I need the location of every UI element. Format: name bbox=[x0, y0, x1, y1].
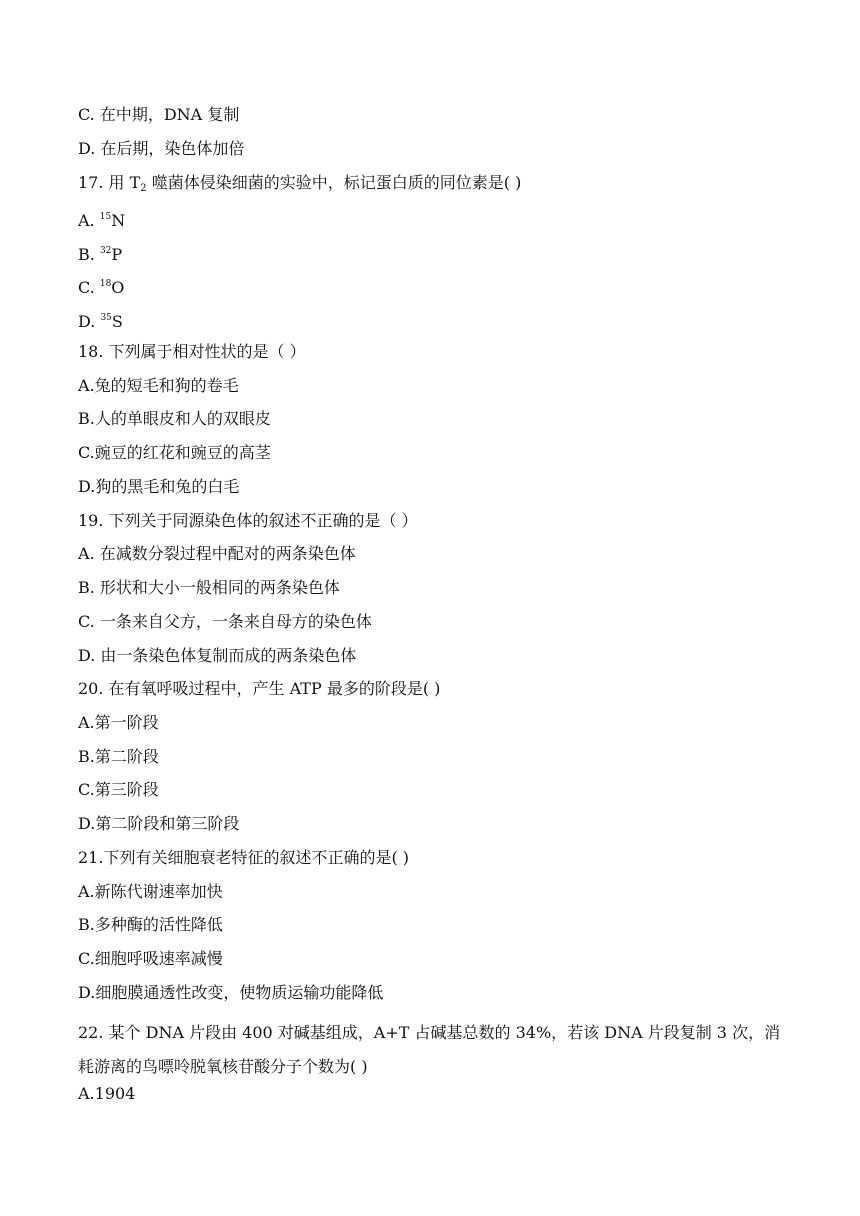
question-17 bbox=[78, 172, 782, 200]
q20-option-c-text: C.第三阶段 bbox=[78, 780, 159, 799]
q18-option-c-text: C.豌豆的红花和豌豆的高茎 bbox=[78, 443, 271, 462]
q18-option-b bbox=[78, 408, 782, 430]
q19-option-a-text: A. 在减数分裂过程中配对的两条染色体 bbox=[78, 544, 356, 563]
question-22 bbox=[78, 1016, 782, 1084]
q17-option-a bbox=[78, 206, 782, 232]
q19-option-a bbox=[78, 543, 782, 565]
q19-option-c-text: C. 一条来自父方，一条来自母方的染色体 bbox=[78, 612, 372, 631]
question-17-rest: 噬菌体侵染细菌的实验中，标记蛋白质的同位素是( ) bbox=[146, 173, 522, 192]
q19-option-b bbox=[78, 577, 782, 599]
q19-option-d-text: D. 由一条染色体复制而成的两条染色体 bbox=[78, 646, 357, 665]
q16-option-c bbox=[78, 104, 782, 126]
q22-option-a-text: A.1904 bbox=[78, 1084, 136, 1103]
q20-option-a bbox=[78, 712, 782, 734]
q21-option-c bbox=[78, 948, 782, 970]
q17-option-a-element: N bbox=[111, 211, 126, 230]
question-20 bbox=[78, 678, 782, 700]
q16-option-d-text: D. 在后期，染色体加倍 bbox=[78, 139, 245, 158]
q22-option-a bbox=[78, 1083, 782, 1105]
question-19-text: 19. 下列关于同源染色体的叙述不正确的是（ ） bbox=[78, 511, 418, 530]
q18-option-a bbox=[78, 375, 782, 397]
q17-option-b-prefix: B. bbox=[78, 245, 100, 264]
q17-option-d-element: S bbox=[111, 312, 123, 331]
question-21-text: 21.下列有关细胞衰老特征的叙述不正确的是( ) bbox=[78, 848, 410, 867]
q20-option-b bbox=[78, 746, 782, 768]
q21-option-b bbox=[78, 914, 782, 936]
q17-option-b bbox=[78, 240, 782, 266]
q21-option-a bbox=[78, 881, 782, 903]
q18-option-d-text: D.狗的黑毛和兔的白毛 bbox=[78, 477, 240, 496]
q18-option-c bbox=[78, 442, 782, 464]
q21-option-a-text: A.新陈代谢速率加快 bbox=[78, 882, 223, 901]
q21-option-d-text: D.细胞膜通透性改变，使物质运输功能降低 bbox=[78, 983, 384, 1002]
question-21 bbox=[78, 847, 782, 869]
q18-option-d bbox=[78, 476, 782, 498]
q20-option-b-text: B.第二阶段 bbox=[78, 747, 159, 766]
q17-option-c-prefix: C. bbox=[78, 278, 100, 297]
q19-option-b-text: B. 形状和大小一般相同的两条染色体 bbox=[78, 578, 340, 597]
question-17-subscript: 2 bbox=[140, 183, 147, 194]
q17-option-b-isotope-mass: 32 bbox=[99, 246, 112, 256]
question-22-text: 22. 某个 DNA 片段由 400 对碱基组成，A+T 占碱基总数的 34%，若该 DNA 片段复制 3 次，消耗游离的鸟嘌呤脱氧核苷酸分子个数为( ) bbox=[78, 1023, 781, 1076]
question-20-text: 20. 在有氧呼吸过程中，产生 ATP 最多的阶段是( ) bbox=[78, 679, 441, 698]
q17-option-c-isotope-mass: 18 bbox=[99, 279, 112, 289]
q17-option-d-isotope-mass: 35 bbox=[100, 313, 112, 323]
question-18-text: 18. 下列属于相对性状的是（ ） bbox=[78, 342, 306, 361]
q17-option-d bbox=[78, 307, 782, 333]
q21-option-d bbox=[78, 982, 782, 1004]
question-17-lead: 17. 用 T bbox=[78, 173, 141, 192]
q20-option-d bbox=[78, 813, 782, 835]
q16-option-c-text: C. 在中期，DNA 复制 bbox=[78, 105, 240, 124]
q17-option-a-isotope-mass: 15 bbox=[99, 212, 112, 222]
q17-option-c-element: O bbox=[111, 278, 125, 297]
q17-option-c bbox=[78, 273, 782, 299]
q19-option-d bbox=[78, 645, 782, 667]
question-18 bbox=[78, 341, 782, 363]
q19-option-c bbox=[78, 611, 782, 633]
q20-option-d-text: D.第二阶段和第三阶段 bbox=[78, 814, 240, 833]
q20-option-a-text: A.第一阶段 bbox=[78, 713, 159, 732]
q18-option-b-text: B.人的单眼皮和人的双眼皮 bbox=[78, 409, 271, 428]
q17-option-d-prefix: D. bbox=[78, 312, 101, 331]
question-19 bbox=[78, 510, 782, 532]
q17-option-b-element: P bbox=[111, 245, 123, 264]
q21-option-c-text: C.细胞呼吸速率减慢 bbox=[78, 949, 223, 968]
q16-option-d bbox=[78, 138, 782, 160]
q21-option-b-text: B.多种酶的活性降低 bbox=[78, 915, 223, 934]
q17-option-a-prefix: A. bbox=[78, 211, 100, 230]
q18-option-a-text: A.兔的短毛和狗的卷毛 bbox=[78, 376, 239, 395]
q20-option-c bbox=[78, 779, 782, 801]
